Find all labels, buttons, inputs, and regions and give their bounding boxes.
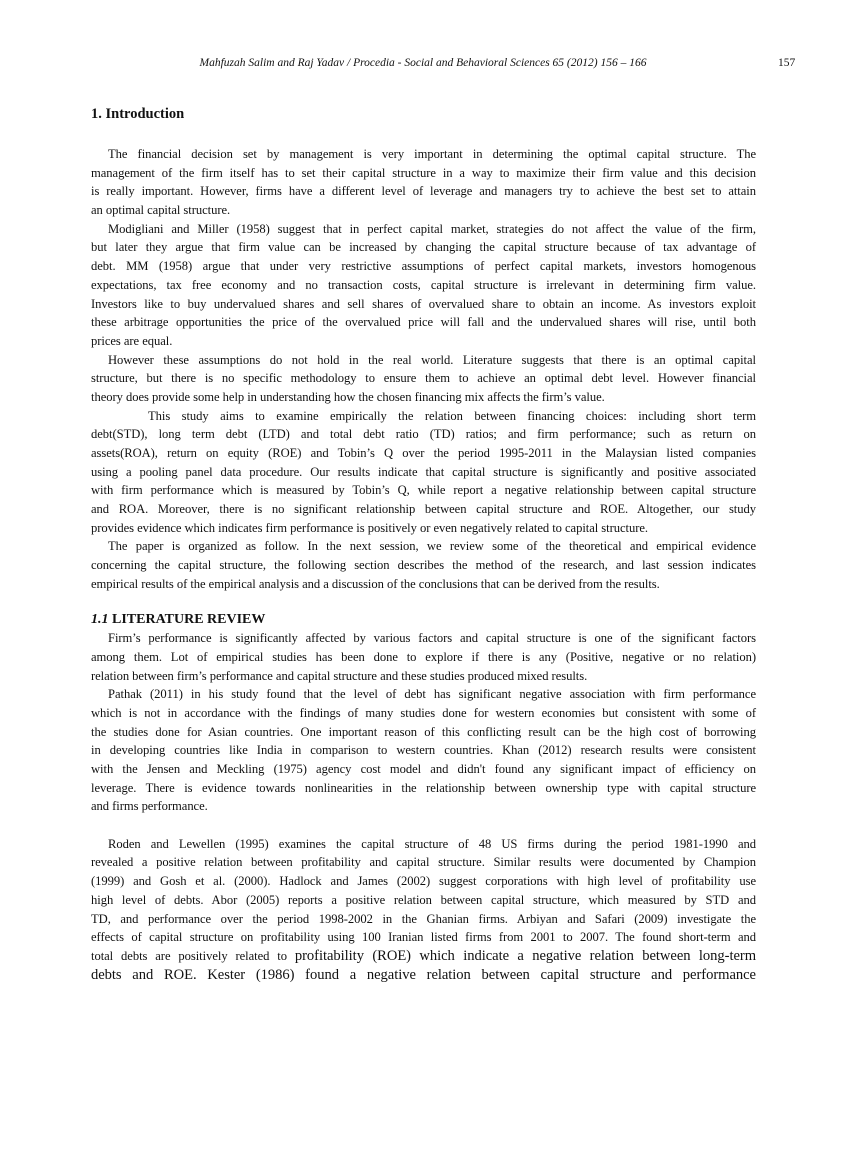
text-line: TD, and performance over the period 1998-2002 in the Ghanian firms. Arbiyan and Safari (2009) investigate the	[91, 911, 756, 926]
section-heading-introduction: 1. Introduction	[91, 106, 185, 122]
section-number: 1.1	[91, 611, 109, 627]
paragraph	[91, 145, 756, 220]
text-line: these arbitrage opportunities the price of the overvalued price will fall and the undervalued shares will rise, until both	[91, 315, 756, 330]
text-line: expectations, tax free economy and no transaction costs, capital structure is irrelevant in determining firm value.	[91, 277, 756, 292]
text-line: The financial decision set by management is very important in determining the optimal capital structure. The	[108, 147, 756, 161]
running-head: Mahfuzah Salim and Raj Yadav / Procedia - Social and Behavioral Sciences 65 (2012) 156 – 166	[199, 57, 647, 69]
text-line: debts and ROE. Kester (1986) found a negative relation between capital structure and performance	[91, 966, 756, 983]
text-line: the studies done for Asian countries. One important reason of this conflicting result can be the high cost of borrowing	[91, 724, 756, 739]
text-line: revealed a positive relation between profitability and capital structure. Similar results were documented by Champion	[91, 855, 756, 870]
section-title: LITERATURE REVIEW	[112, 611, 266, 627]
text-line: Firm’s performance is significantly affected by various factors and capital structure is one of the significant factors	[108, 631, 756, 646]
text-line: (1999) and Gosh et al. (2000). Hadlock and James (2002) suggest corporations with high level of profitability use	[91, 874, 756, 889]
text-line: debt. MM (1958) argue that under very restrictive assumptions of perfect capital markets, investors homogenous	[91, 259, 756, 274]
section-heading-literature-review	[91, 611, 756, 630]
text-line: assets(ROA), return on equity (ROE) and Tobin’s Q over the period 1995-2011 in the Malaysian listed companies	[91, 446, 756, 460]
text-line: is really important. However, firms have a different level of leverage and managers try to achieve the best set to attain	[91, 184, 756, 199]
text-line: high level of debts. Abor (2005) reports a positive relation between capital structure, which measured by STD and	[91, 892, 756, 907]
text-line: leverage. There is evidence towards nonlinearities in the relationship between ownership type with capital structure	[91, 780, 756, 795]
text-line: The paper is organized as follow. In the next session, we review some of the theoretical and empirical evidence	[108, 539, 756, 554]
text-line: using a pooling panel data procedure. Our results indicate that capital structure is significantly and positive associated	[91, 464, 756, 479]
text-line	[91, 947, 756, 966]
text-line: Investors like to buy undervalued shares and sell shares of overvalued share to obtain an income. As investors exploit	[91, 296, 756, 311]
text-segment-large: profitability (ROE) which indicate a negative relation between long-term	[294, 947, 756, 964]
body-text	[91, 145, 756, 984]
text-line: theory does provide some help in understanding how the chosen financing mix affects the firm’s value.	[91, 389, 605, 404]
paragraph-spacer	[91, 816, 756, 835]
text-line: an optimal capital structure.	[91, 203, 231, 218]
text-line: and ROA. Moreover, there is no significant relationship between capital structure and ROE. Altogether, our study	[91, 502, 756, 517]
text-line: empirical results of the empirical analysis and a discussion of the conclusions that can be derived from the results.	[91, 576, 660, 591]
text-segment: total debts are positively related to	[91, 948, 295, 963]
paragraph	[91, 407, 756, 538]
text-line: management of the firm itself has to set their capital structure in a way to maximize their firm value and this decision	[91, 165, 756, 180]
text-line: However these assumptions do not hold in the real world. Literature suggests that there is an optimal capital	[108, 352, 756, 367]
page-number: 157	[778, 57, 796, 69]
text-line: relation between firm’s performance and capital structure and these studies produced mixed results.	[91, 668, 588, 683]
text-line: among them. Lot of empirical studies has been done to explore if there is any (Positive, negative or no relation)	[91, 649, 756, 664]
paragraph	[91, 835, 756, 985]
text-line: effects of capital structure on profitability using 100 Iranian listed firms from 2001 to 2007. The found short-term and	[91, 930, 756, 945]
text-line: Roden and Lewellen (1995) examines the capital structure of 48 US firms during the period 1981-1990 and	[108, 836, 756, 851]
text-line: and firms performance.	[91, 799, 208, 814]
text-line: concerning the capital structure, the following section describes the method of the research, and last session indicates	[91, 558, 756, 573]
text-line: Pathak (2011) in his study found that the level of debt has significant negative association with firm performance	[108, 687, 756, 702]
paragraph	[91, 629, 756, 685]
text-line: Modigliani and Miller (1958) suggest that in perfect capital market, strategies do not affect the value of the firm,	[108, 221, 756, 236]
text-line: but later they argue that firm value can be increased by changing the capital structure because of tax advantage of	[91, 240, 756, 255]
text-line: in developing countries like India in comparison to western countries. Khan (2012) research results were consistent	[91, 743, 756, 758]
text-line: debt(STD), long term debt (LTD) and total debt ratio (TD) ratios; and firm performance; such as return on	[91, 427, 756, 442]
text-line: provides evidence which indicates firm performance is positively or even negatively related to capital structure.	[91, 520, 649, 535]
text-line: This study aims to examine empirically the relation between financing choices: including short term	[148, 408, 756, 423]
text-line: with firm performance which is measured by Tobin’s Q, while report a negative relationship between capital structure	[91, 483, 756, 498]
text-line: with the Jensen and Meckling (1975) agency cost model and didn't found any significant impact of efficiency on	[91, 762, 756, 776]
paragraph	[91, 220, 756, 351]
text-line: prices are equal.	[91, 333, 173, 348]
text-line: which is not in accordance with the findings of many studies done for western economies but consistent with some of	[91, 705, 756, 720]
section-spacer	[91, 594, 756, 611]
text-line: structure, but there is no specific methodology to ensure them to achieve an optimal debt level. However financial	[91, 371, 756, 386]
paragraph	[91, 537, 756, 593]
paragraph	[91, 685, 756, 816]
paragraph	[91, 351, 756, 407]
